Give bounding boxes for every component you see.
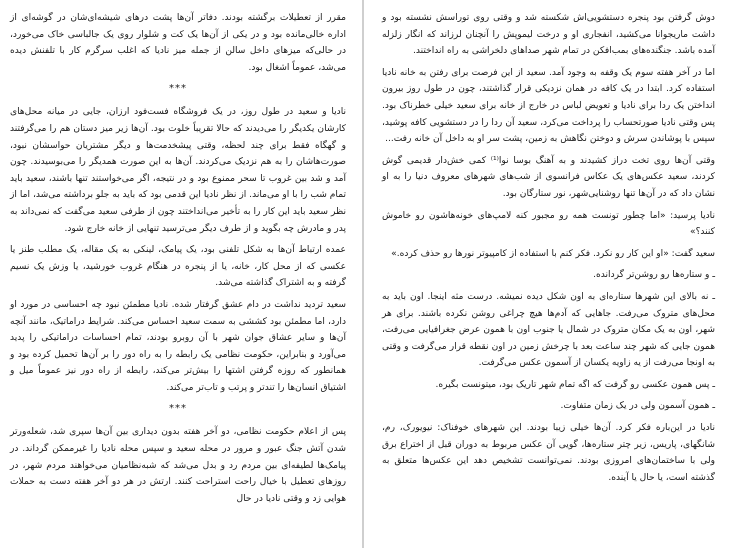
paragraph: عمده ارتباط آن‌ها به شکل تلفنی بود، یک پیامک، لینکی به یک مقاله، یک مطلب طنز یا عکسی که از محل کار، خانه، یا از پنجره در هنگام غروب خورشید، یا وزش یک نسیم گرفته و به اشتراک گذاشته می‌شد. xyxy=(10,245,346,289)
paragraph: نادیا و سعید در طول روز، در یک فروشگاه فست‌فود ارزان، جایی در میانه محل‌های کارشان یکدیگر را می‌دیدند که حالا تقریباً خلوت بود. آن‌ها زیر میز دستان هم را می‌گرفتند و گهگاه فقط برای چند لحظه، وقتی پیشخدمت‌ها و دیگر مشتریان حواسشان نبود، صورت‌هاشان را به هم نزدیک می‌کردند. آن‌ها به این صورت همدیگر را می‌بوسیدند. چون آمد و شد بین غروب تا سحر ممنوع بود و در نتیجه، اگر می‌خواستند تنها باشند، سعید باید تمام شب را با او می‌ماند. از نظر نادیا این قدمی بود که باید به جلو برداشته می‌شد، اما از نظر سعید باید این کار را به تأخیر می‌انداختند چون از طرفی سعید می‌گفت که نمی‌داند به پدر و مادرش چه بگوید و از طرف دیگر می‌ترسید تنهایی از خانه خارج شود. xyxy=(10,107,346,234)
paragraph: وقتی آن‌ها روی تخت دراز کشیدند و به آهنگ بوسا نوا⁽¹⁾ کمی خش‌دار قدیمی گوش کردند، سعید عکس‌های یک عکاس فرانسوی از شب‌های شهرهای معروف دنیا را به او نشان داد که در آن‌ها تنها روشنایی‌شهر، نور ستارگان بود. xyxy=(382,155,715,199)
paragraph: پس از اعلام حکومت نظامی، دو آخر هفته بدون دیداری بین آن‌ها سپری شد، شعله‌ورتر شدن آتش جنگ عبور و مرور در محله سعید و سپس محله نادیا را غیرممکن گرداند. در پیامک‌ها لطیفه‌ای بین مردم رد و بدل می‌شد که شبه‌نظامیان می‌خواهند مردم شهر، در روزهای تعطیل با خیال راحت استراحت کنند. ارتش در هر دو آخر هفته دست به حملات هوایی زد و وقتی نادیا در حال xyxy=(10,427,346,504)
dialogue-line: ـ پس همون عکسی رو گرفت که اگه تمام شهر تاریک بود، میتونست بگیره. xyxy=(435,379,715,390)
paragraph: دوش گرفتن بود پنجره دستشویی‌اش شکسته شد و وقتی روی توراسش نشسته بود و داشت ماریجوانا می‌کشید، انفجاری او و درخت لیموپش را آنچنان لرزاند که انگار زلزله آمده باشد. جنگنده‌های بمب‌افکن در تمام شهر صداهای دلخراشی به راه انداختند. xyxy=(382,13,715,57)
right-page xyxy=(364,0,729,548)
dialogue-line: نادیا پرسید: «اما چطور تونست همه رو مجبور کنه لامپ‌های خونه‌هاشون رو خاموش کنند؟» xyxy=(382,210,715,238)
right-page-text xyxy=(382,10,715,486)
paragraph: سعید تردید نداشت در دام عشق گرفتار شده. نادیا مطمئن نبود چه احساسی در مورد او دارد، اما مطمئن بود کششی به سمت سعید احساس می‌کند. شرایط دراماتیک، مانند آنچه آن‌ها و سایر عشاق جوان شهر با آن روبرو بودند، تمام احساسات دراماتیکی را پدید می‌آورد و بنابراین، حکومت نظامی یک رابطه را به راه دور را بر آن‌ها تحمیل کرده بود و همانطور که روزه گرفتن اشتها را بیش‌تر می‌کند، رابطه از راه دور نیز عموماً میل و اشتیاق انسان‌ها را تندتر و پرتب و تاب‌تر می‌کند. xyxy=(10,299,346,393)
section-separator: *** xyxy=(169,83,187,95)
paragraph: اما در آخر هفته سوم یک وقفه به وجود آمد. سعید از این فرصت برای رفتن به خانه نادیا استفاده کرد. ابتدا در یک کافه در همان نزدیکی قرار گذاشتند، چون در طول روز بیرون انداختن یک ردا برای نادیا و تعویض لباس در خارج از خانه برای سعید خیلی خطرناک بود. پس وقتی نادیا صورتحساب را پرداخت می‌کرد، سعید آن ردا را در دستشویی کافه پوشید، سپس با پوشاندن سرش و دوختن نگاهش به زمین، پشت سر او به داخل آن خانه رفت... xyxy=(382,67,715,145)
section-separator: *** xyxy=(169,403,187,415)
dialogue-line: ـ نه بالای این شهرها ستاره‌ای به اون شکل دیده نمیشه. درست مثه اینجا. اون باید به محل‌های متروک می‌رفت. جاهایی که آدم‌ها هیچ چراغی روشن نکرده باشند. برای هر شهر، اون به یک مکان متروک در شمال یا جنوب اون با همون عرض جغرافیایی می‌رفت، همون جایی که شهر چند ساعت بعد با چرخش زمین در اون نقطه قرار می‌گرفت و وقتی به اونجا می‌رفت از یه زاویه یکسان از آسمون عکس می‌گرفت. xyxy=(382,291,715,369)
paragraph: مقرر از تعطیلات برگشته بودند. دفاتر آن‌ها پشت درهای شیشه‌ای‌شان در گوشه‌ای از اداره خالی‌مانده بود و در یکی از آن‌ها یک کت و شلوار روی یک جالباسی خاک می‌خورد، در حالی‌که میزهای داخل سالن از جمله میز نادیا که اغلب سرگرم کار با تلفنش دیده می‌شد، عموماً اشغال بود. xyxy=(10,13,346,73)
dialogue-line: ـ همون آسمون ولی در یک زمان متفاوت. xyxy=(560,401,715,412)
dialogue-line: سعید گفت: «او این کار رو نکرد. فکر کنم با استفاده از کامپیوتر نورها رو حذف کرده.» xyxy=(391,248,715,259)
paragraph: نادیا در این‌باره فکر کرد. آن‌ها خیلی زیبا بودند. این شهرهای خوفناک: نیویورک، رم، شانگهای، پاریس، زیر چتر ستاره‌ها، گویی آن عکس مربوط به دوران قبل از اختراع برق ولی با ساختمان‌های امروزی بودند. نمی‌توانست تشخیص دهد این عکس‌ها متعلق به گذشته است، یا حال یا آینده. xyxy=(382,423,715,483)
dialogue-line: ـ و ستاره‌ها رو روشن‌تر گردانده. xyxy=(593,270,715,281)
left-page-text xyxy=(10,10,346,507)
left-page xyxy=(0,0,362,548)
